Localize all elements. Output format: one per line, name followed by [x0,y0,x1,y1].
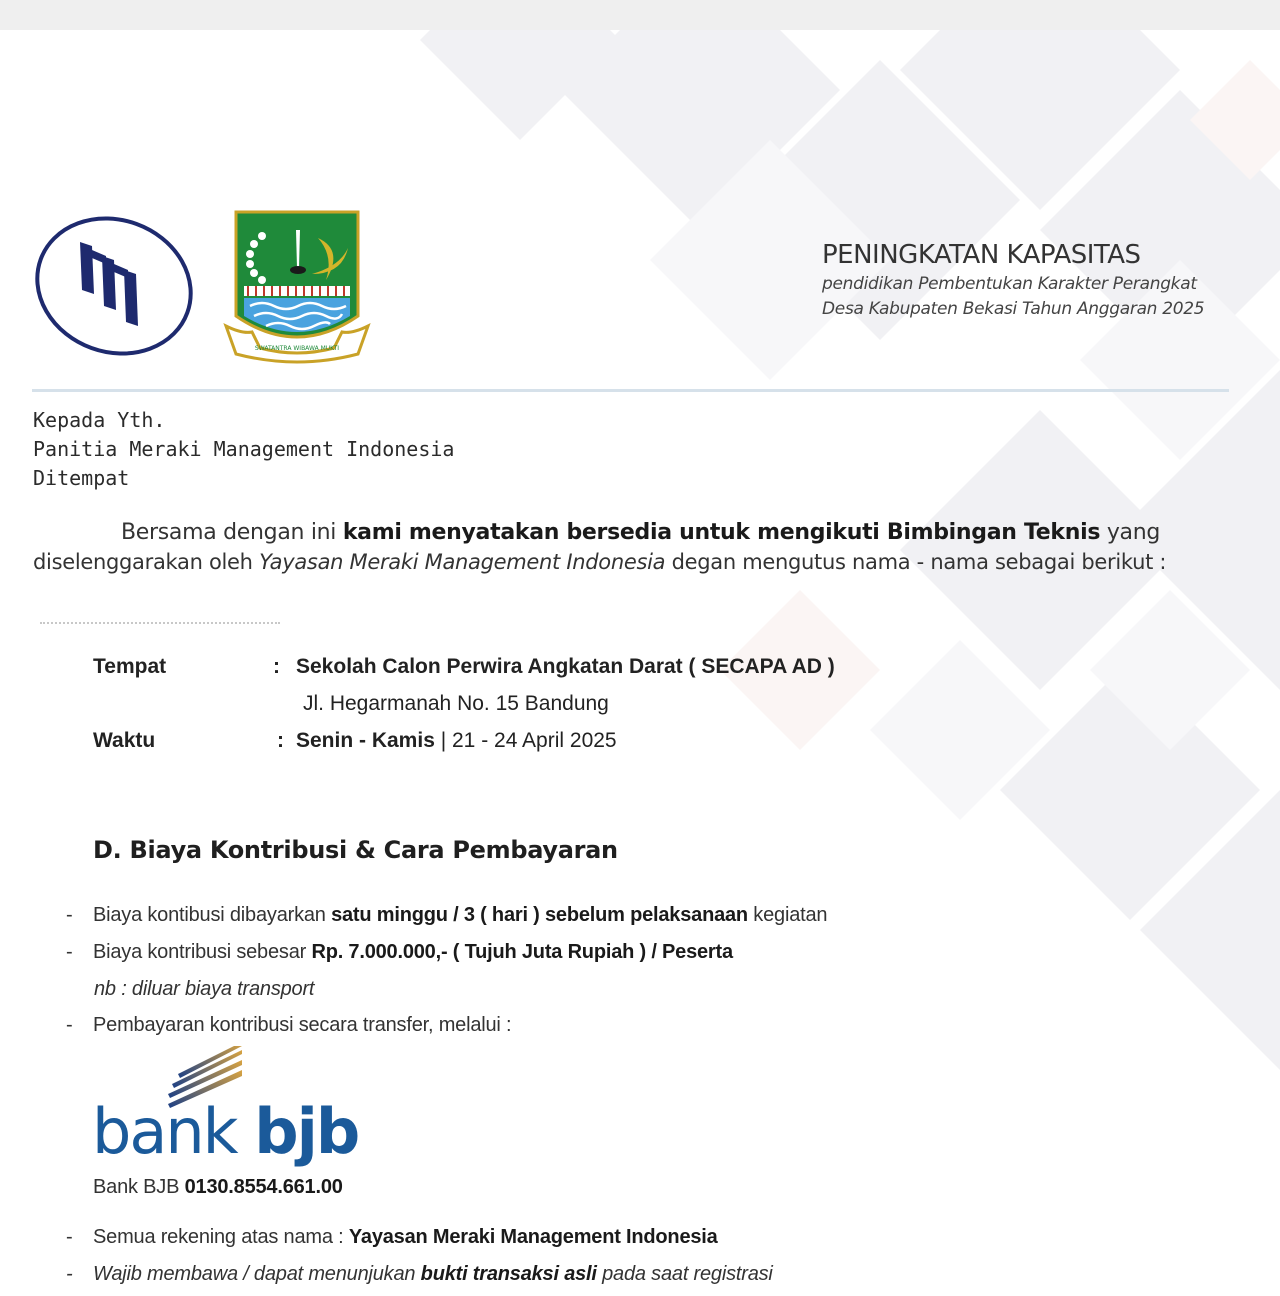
document-subtitle-line-2: Desa Kabupaten Bekasi Tahun Anggaran 2025 [822,299,1205,319]
intro-text: degan mengutus nama - nama sebagai berikut : [665,550,1167,574]
intro-text: yang [1100,520,1161,545]
bullet-text: Pembayaran kontribusi secara transfer, melalui : [93,1014,512,1036]
bullet-item [66,1222,773,1259]
bullet-dash: - [66,904,73,926]
waktu-days: Senin - Kamis [296,729,435,752]
bank-bjb-wordmark [92,1095,359,1168]
faded-text-remnant [40,622,280,626]
intro-text: diselenggarakan oleh [33,550,260,574]
bank-name: Bank BJB [93,1176,185,1198]
intro-paragraph [33,518,1233,576]
bullet-dash: - [66,1263,73,1285]
bullet-emphasis: Yayasan Meraki Management Indonesia [348,1226,718,1248]
waktu-value [296,729,617,753]
bullet-text: Semua rekening atas nama : [93,1226,349,1248]
document-title-block [822,238,1262,322]
bjb-word: bjb [254,1095,359,1168]
section-heading: D. Biaya Kontribusi & Cara Pembayaran [93,836,618,864]
alamat-value: Jl. Hegarmanah No. 15 Bandung [303,692,609,715]
bullet-emphasis: Rp. 7.000.000,- ( Tujuh Juta Rupiah ) / Peserta [311,941,733,963]
bullet-item [66,900,827,937]
bullet-text: Wajib membawa / dapat menunjukan [93,1263,421,1285]
header-divider [32,389,1229,392]
tempat-value: Sekolah Calon Perwira Angkatan Darat ( SECAPA AD ) [296,655,835,678]
bullet-text: kegiatan [747,904,828,926]
document-subtitle-line-1: pendidikan Pembentukan Karakter Perangkat [822,274,1197,294]
payment-bullets-2 [66,1222,773,1296]
account-number: 0130.8554.661.00 [184,1176,343,1198]
tempat-colon: : [273,655,280,678]
address-salutation: Kepada Yth. [33,408,166,432]
waktu-label: Waktu [93,729,156,752]
recipient-address [33,406,454,493]
intro-text: Bersama dengan ini [121,520,343,545]
address-place: Ditempat [33,466,130,490]
svg-text:SWATANTRA WIBAWA MUKTI: SWATANTRA WIBAWA MUKTI [254,345,340,352]
waktu-dates: | 21 - 24 April 2025 [434,729,617,752]
top-strip [0,0,1280,30]
intro-organizer: Yayasan Meraki Management Indonesia [259,550,666,574]
waktu-colon: : [277,729,284,752]
bank-bjb-logo-icon [92,1046,359,1170]
bekasi-emblem-icon [222,208,372,364]
bullet-item [66,1010,827,1047]
intro-emphasis: kami menyatakan bersedia untuk mengikuti Bimbingan Teknis [342,520,1101,545]
meraki-logo-icon [32,214,196,358]
bullet-dash: - [66,1226,73,1248]
bullet-dash: - [66,1014,73,1036]
bullet-text: Biaya kontibusi dibayarkan [93,904,332,926]
bullet-emphasis: satu minggu / 3 ( hari ) sebelum pelaksanaan [331,904,748,926]
bank-account [93,1176,343,1199]
bullet-dash: - [66,941,73,963]
bullet-text: Biaya kontribusi sebesar [93,941,312,963]
bullet-item [66,937,827,974]
bullet-item [66,1259,773,1296]
bank-word: bank [92,1095,255,1168]
bullet-emphasis: bukti transaksi asli [420,1263,597,1285]
tempat-label: Tempat [93,655,167,678]
bullet-text: pada saat registrasi [596,1263,773,1285]
transport-note: nb : diluar biaya transport [94,978,315,1000]
payment-bullets [66,900,827,1047]
address-recipient: Panitia Meraki Management Indonesia [33,437,455,461]
document-title: PENINGKATAN KAPASITAS [822,240,1141,270]
